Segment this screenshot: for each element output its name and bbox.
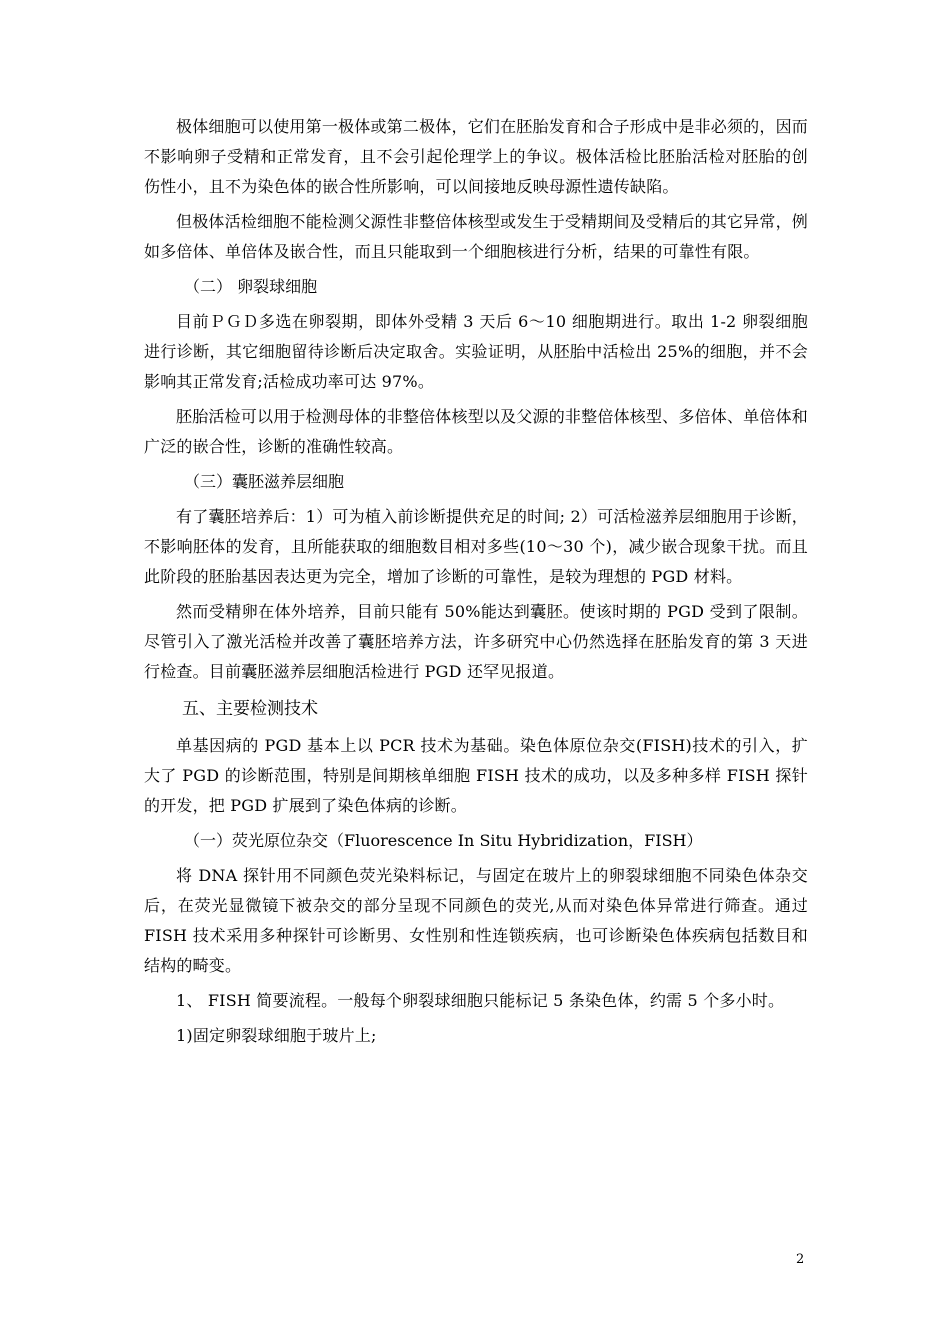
paragraph-fish-method: 将 DNA 探针用不同颜色荧光染料标记，与固定在玻片上的卵裂球细胞不同染色体杂交后，在荧光显微镜下被杂交的部分呈现不同颜色的荧光,从而对染色体异常进行筛查。通过 FISH 技术采用多种探针可诊断男、女性别和性连锁疾病，也可诊断染色体疾病包括数目和结构的畸变。 [144,866,808,975]
paragraph-blastocyst-culture: 有了囊胚培养后：1）可为植入前诊断提供充足的时间; 2）可活检滋养层细胞用于诊断，不影响胚体的发育，且所能获取的细胞数目相对多些(10～30 个)，减少嵌合现象干扰。而且此阶段的胚胎基因表达更为完全，增加了诊断的可靠性，是较为理想的 PGD 材料。 [144,507,808,586]
section-heading-detection: 五、主要检测技术 [182,699,318,719]
page-content [144,112,808,1056]
paragraph-embryo-biopsy: 胚胎活检可以用于检测母体的非整倍体核型以及父源的非整倍体核型、多倍体、单倍体和广泛的嵌合性，诊断的准确性较高。 [144,407,808,456]
paragraph-fish-workflow: 1、 FISH 简要流程。一般每个卵裂球细胞只能标记 5 条染色体，约需 5 个多小时。 [176,991,785,1010]
page-number: 2 [796,1252,805,1267]
subheading-blastomere: （二） 卵裂球细胞 [184,277,318,296]
subheading-fish: （一）荧光原位杂交（Fluorescence In Situ Hybridization，FISH） [184,831,703,850]
paragraph-blastocyst-limits: 然而受精卵在体外培养，目前只能有 50%能达到囊胚。使该时期的 PGD 受到了限制。尽管引入了激光活检并改善了囊胚培养方法，许多研究中心仍然选择在胚胎发育的第 3 天进行检查。目前囊胚滋养层细胞活检进行 PGD 还罕见报道。 [144,602,808,681]
paragraph-pcr-fish: 单基因病的 PGD 基本上以 PCR 技术为基础。染色体原位杂交(FISH)技术的引入，扩大了 PGD 的诊断范围，特别是间期核单细胞 FISH 技术的成功，以及多种多样 FISH 探针的开发，把 PGD 扩展到了染色体病的诊断。 [144,736,808,815]
paragraph-cleavage-stage: 目前ＰＧＤ多选在卵裂期，即体外受精 3 天后 6～10 细胞期进行。取出 1-2 卵裂细胞进行诊断，其它细胞留待诊断后决定取舍。实验证明，从胚胎中活检出 25%的细胞，并不会影响其正常发育;活检成功率可达 97%。 [144,312,808,391]
subheading-trophectoderm: （三）囊胚滋养层细胞 [184,472,345,491]
paragraph-fish-step-1: 1)固定卵裂球细胞于玻片上; [176,1026,377,1045]
paragraph-polar-body-limitations: 但极体活检细胞不能检测父源性非整倍体核型或发生于受精期间及受精后的其它异常，例如多倍体、单倍体及嵌合性，而且只能取到一个细胞核进行分析，结果的可靠性有限。 [144,212,808,261]
paragraph-polar-body-advantages: 极体细胞可以使用第一极体或第二极体，它们在胚胎发育和合子形成中是非必须的，因而不影响卵子受精和正常发育，且不会引起伦理学上的争议。极体活检比胚胎活检对胚胎的创伤性小，且不为染色体的嵌合性所影响，可以间接地反映母源性遗传缺陷。 [144,117,808,196]
